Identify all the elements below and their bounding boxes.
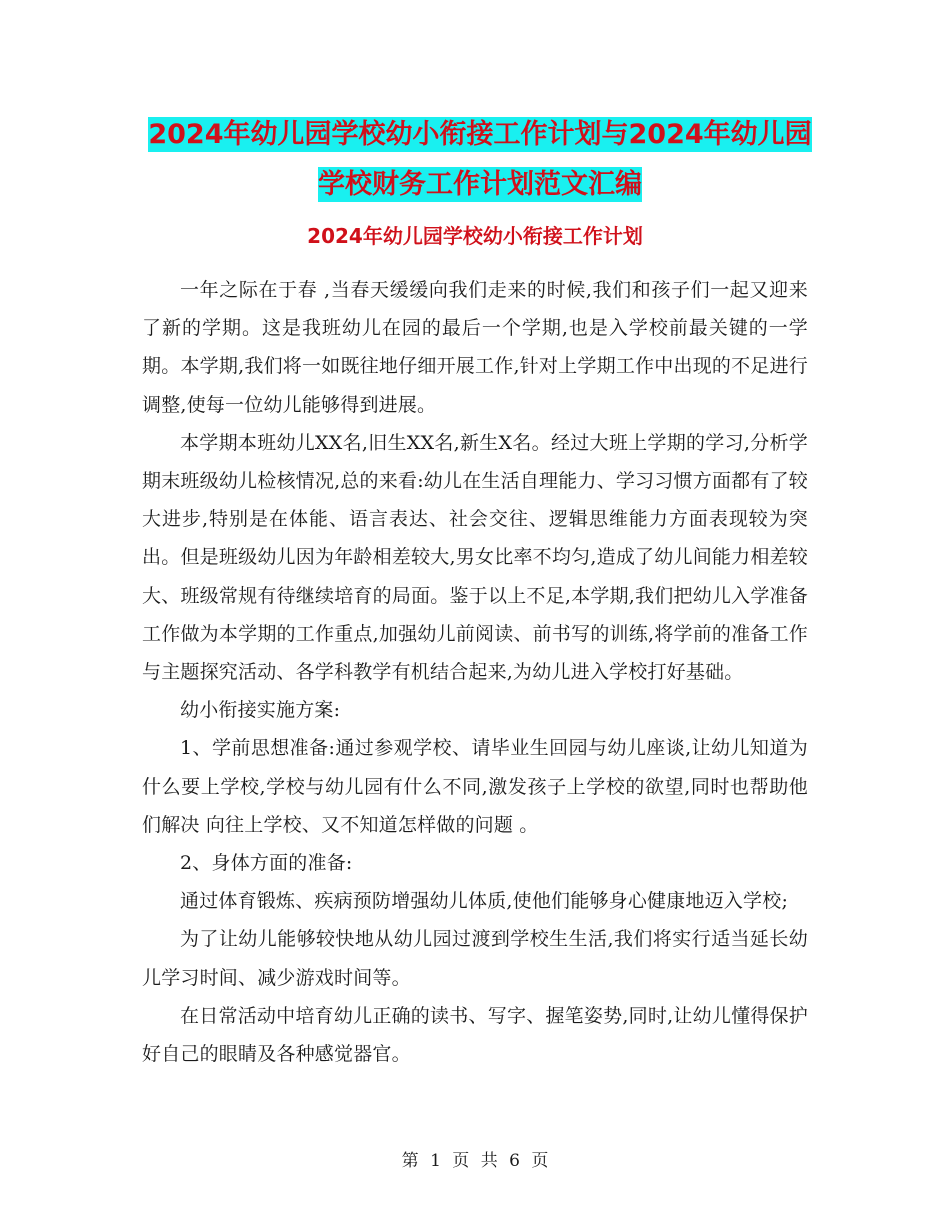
paragraph: 一年之际在于春 ,当春天缓缓向我们走来的时候,我们和孩子们一起又迎来了新的学期。这是我班幼儿在园的最后一个学期,也是入学校前最关键的一学期。本学期,我们将一如既往地仔细开展工作,针对上学期工作中出现的不足进行调整,使每一位幼儿能够得到进展。	[142, 279, 808, 416]
document-body	[142, 271, 808, 1073]
paragraph: 为了让幼儿能够较快地从幼儿园过渡到学校生生活,我们将实行适当延长幼儿学习时间、减少游戏时间等。	[142, 928, 808, 989]
paragraph: 通过体育锻炼、疾病预防增强幼儿体质,使他们能够身心健康地迈入学校;	[180, 890, 789, 913]
paragraph: 在日常活动中培育幼儿正确的读书、写字、握笔姿势,同时,让幼儿懂得保护好自己的眼睛及各种感觉器官。	[142, 1004, 808, 1066]
paragraph: 1、学前思想准备:通过参观学校、请毕业生回园与幼儿座谈,让幼儿知道为什么要上学校,学校与幼儿园有什么不同,激发孩子上学校的欲望,同时也帮助他们解决 向往上学校、又不知道怎样做的问题 。	[142, 737, 808, 836]
paragraph: 幼小衔接实施方案:	[180, 699, 341, 722]
page-footer: 第 1 页 共 6 页	[401, 1151, 549, 1171]
section-title: 2024年幼儿园学校幼小衔接工作计划	[307, 224, 643, 248]
document-title	[140, 110, 820, 210]
paragraph: 本学期本班幼儿XX名,旧生XX名,新生X名。经过大班上学期的学习,分析学期末班级幼儿检核情况,总的来看:幼儿在生活自理能力、学习习惯方面都有了较大进步,特别是在体能、语言表达、社会交往、逻辑思维能力方面表现较为突出。但是班级幼儿因为年龄相差较大,男女比率不均匀,造成了幼儿间能力相差较大、班级常规有待继续培育的局面。鉴于以上不足,本学期,我们把幼儿入学准备工作做为本学期的工作重点,加强幼儿前阅读、前书写的训练,将学前的准备工作与主题探究活动、各学科教学有机结合起来,为幼儿进入学校打好基础。	[142, 431, 808, 684]
title-highlight: 2024年幼儿园学校幼小衔接工作计划与2024年幼儿园学校财务工作计划范文汇编	[148, 119, 812, 200]
paragraph: 2、身体方面的准备:	[180, 852, 353, 875]
